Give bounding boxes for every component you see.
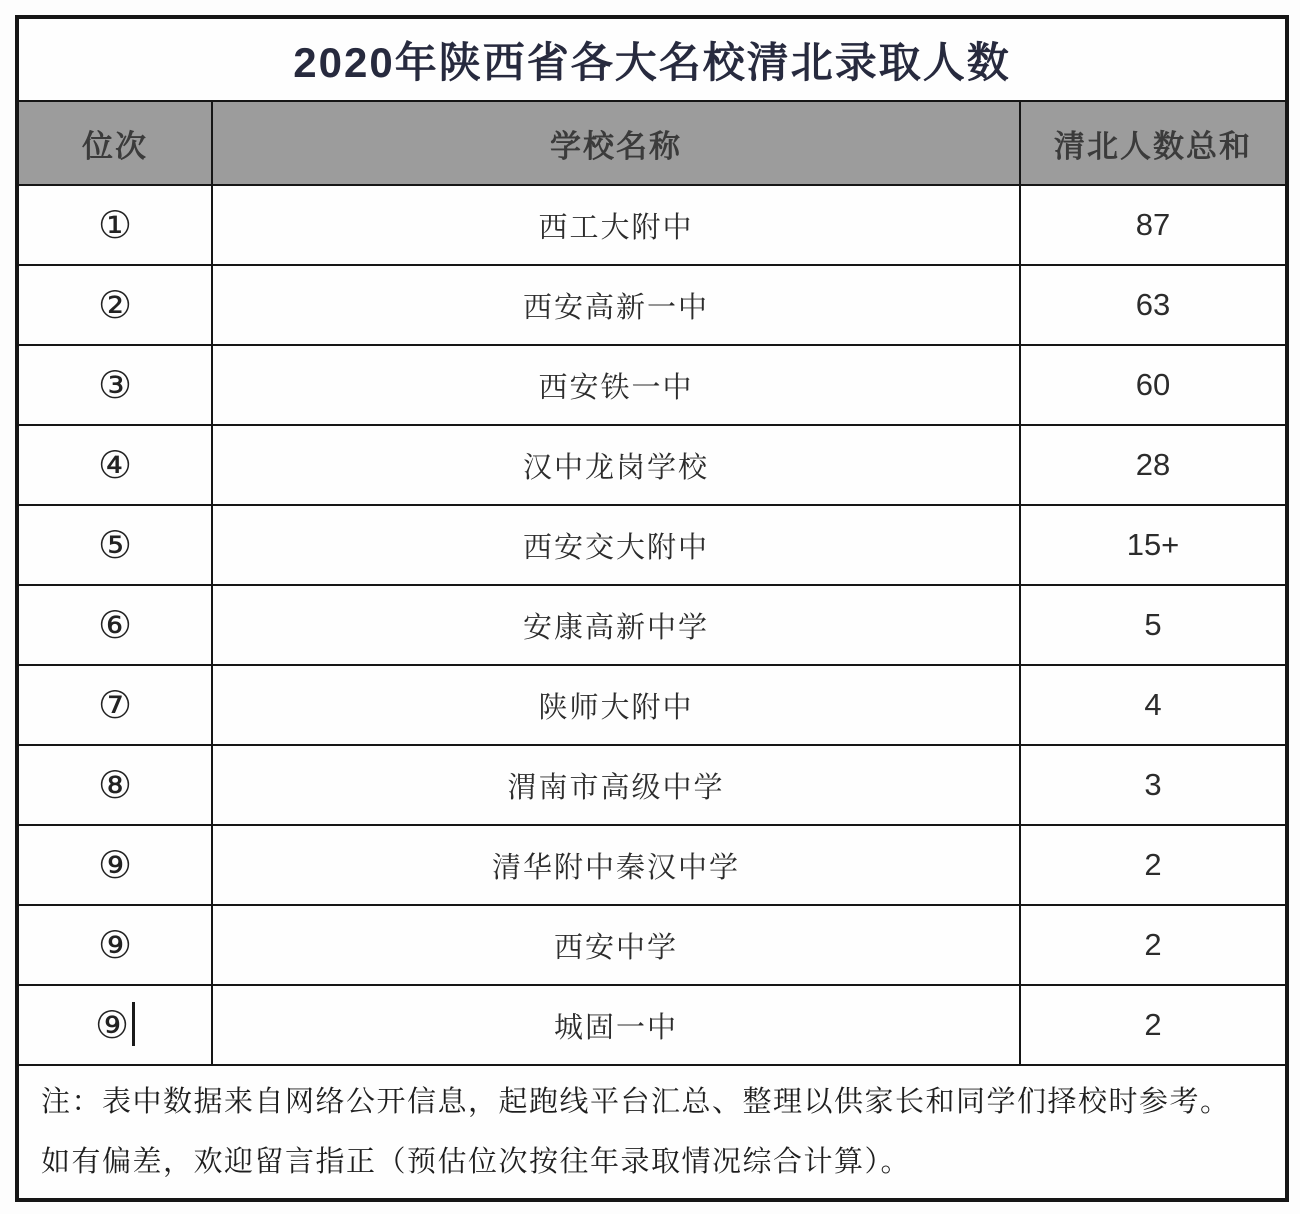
rank-cell-editing[interactable]	[17, 985, 212, 1065]
count-cell: 5	[1020, 585, 1287, 665]
rank-cell: ③	[17, 345, 212, 425]
footnote-line-1: 注：表中数据来自网络公开信息，起跑线平台汇总、整理以供家长和同学们择校时参考。	[41, 1086, 1231, 1118]
school-cell: 西安交大附中	[212, 505, 1020, 585]
rank-cell: ④	[17, 425, 212, 505]
header-school: 学校名称	[212, 101, 1020, 185]
rank-cell: ⑤	[17, 505, 212, 585]
school-cell: 西安中学	[212, 905, 1020, 985]
note-row	[17, 1065, 1287, 1200]
rank-cell: ⑨	[17, 825, 212, 905]
school-cell: 城固一中	[212, 985, 1020, 1065]
rank-cell: ⑧	[17, 745, 212, 825]
rank-cell: ⑥	[17, 585, 212, 665]
table-row	[17, 345, 1287, 425]
table-title: 2020年陕西省各大名校清北录取人数	[17, 17, 1287, 101]
table-row	[17, 185, 1287, 265]
rank-cell: ②	[17, 265, 212, 345]
rank-cell: ①	[17, 185, 212, 265]
school-cell: 汉中龙岗学校	[212, 425, 1020, 505]
table-row	[17, 425, 1287, 505]
rank-value: ⑨	[94, 1005, 130, 1047]
header-count: 清北人数总和	[1020, 101, 1287, 185]
school-cell: 清华附中秦汉中学	[212, 825, 1020, 905]
school-cell: 西安高新一中	[212, 265, 1020, 345]
count-cell: 2	[1020, 825, 1287, 905]
school-cell: 西工大附中	[212, 185, 1020, 265]
school-cell: 渭南市高级中学	[212, 745, 1020, 825]
header-row	[17, 101, 1287, 185]
table-row	[17, 665, 1287, 745]
table-row	[17, 585, 1287, 665]
count-cell: 3	[1020, 745, 1287, 825]
footnote	[17, 1065, 1287, 1200]
school-cell: 安康高新中学	[212, 585, 1020, 665]
count-cell: 15+	[1020, 505, 1287, 585]
rank-cell: ⑨	[17, 905, 212, 985]
count-cell: 60	[1020, 345, 1287, 425]
table-row	[17, 745, 1287, 825]
text-cursor	[132, 1002, 135, 1046]
count-cell: 4	[1020, 665, 1287, 745]
footnote-line-2: 如有偏差，欢迎留言指正（预估位次按往年录取情况综合计算）。	[41, 1146, 912, 1178]
school-cell: 西安铁一中	[212, 345, 1020, 425]
count-cell: 28	[1020, 425, 1287, 505]
table-row	[17, 905, 1287, 985]
admissions-table	[15, 15, 1289, 1202]
title-row	[17, 17, 1287, 101]
table-row	[17, 825, 1287, 905]
count-cell: 87	[1020, 185, 1287, 265]
school-cell: 陕师大附中	[212, 665, 1020, 745]
header-rank: 位次	[17, 101, 212, 185]
count-cell: 2	[1020, 985, 1287, 1065]
table-row	[17, 265, 1287, 345]
count-cell: 63	[1020, 265, 1287, 345]
count-cell: 2	[1020, 905, 1287, 985]
rank-cell: ⑦	[17, 665, 212, 745]
table-row	[17, 505, 1287, 585]
table-row	[17, 985, 1287, 1065]
